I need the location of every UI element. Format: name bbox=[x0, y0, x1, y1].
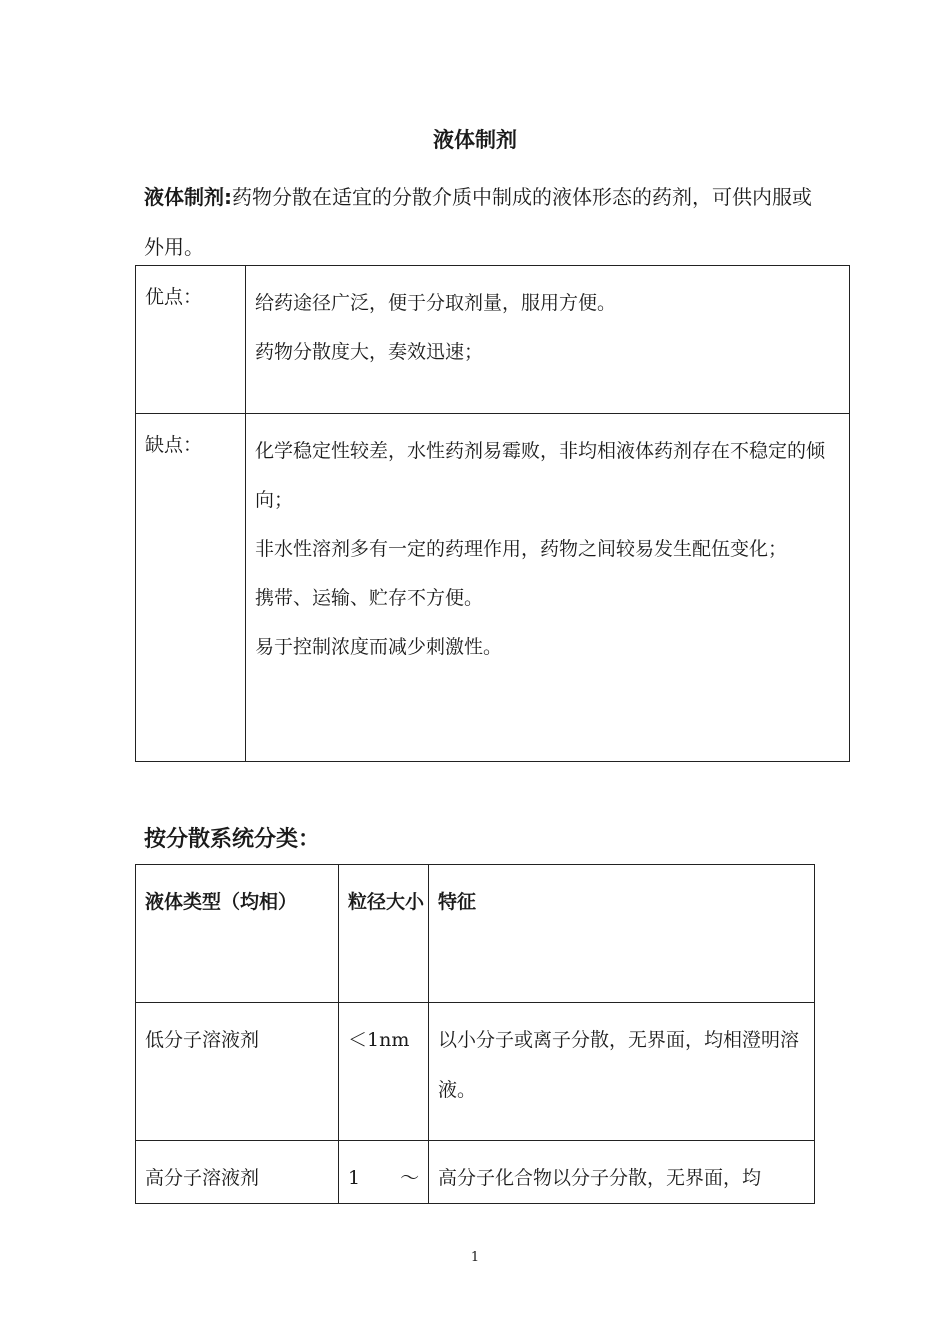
page-number: 1 bbox=[470, 1250, 480, 1265]
table-row bbox=[136, 1003, 815, 1141]
pros-content bbox=[246, 266, 850, 414]
definition-term: 液体制剂 bbox=[144, 185, 224, 209]
classification-header-row bbox=[136, 865, 815, 1003]
classification-table bbox=[135, 864, 815, 1204]
row-type: 高分子溶液剂 bbox=[136, 1141, 339, 1204]
cons-item: 化学稳定性较差，水性药剂易霉败，非均相液体药剂存在不稳定的倾向； bbox=[255, 440, 826, 511]
definition-colon: : bbox=[224, 185, 232, 209]
row-size-sep: ～ bbox=[400, 1167, 420, 1189]
section-heading: 按分散系统分类： bbox=[144, 827, 321, 852]
row-size: ＜1nm bbox=[339, 1003, 429, 1141]
page-title: 液体制剂 bbox=[433, 128, 517, 152]
cons-item: 易于控制浓度而减少刺激性。 bbox=[255, 636, 503, 658]
table-row bbox=[136, 1141, 815, 1204]
pros-row bbox=[136, 266, 850, 414]
cons-item: 携带、运输、贮存不方便。 bbox=[255, 587, 484, 609]
pros-item: 给药途径广泛，便于分取剂量，服用方便。 bbox=[255, 292, 617, 314]
cons-item: 非水性溶剂多有一定的药理作用，药物之间较易发生配伍变化； bbox=[255, 538, 788, 560]
cons-row bbox=[136, 414, 850, 762]
row-size bbox=[339, 1141, 429, 1204]
definition-paragraph bbox=[144, 172, 824, 272]
header-feature: 特征 bbox=[429, 865, 815, 1003]
definition-text: 药物分散在适宜的分散介质中制成的液体形态的药剂，可供内服或外用。 bbox=[144, 185, 812, 259]
row-type: 低分子溶液剂 bbox=[136, 1003, 339, 1141]
cons-content bbox=[246, 414, 850, 762]
header-size: 粒径大小 bbox=[339, 865, 429, 1003]
row-feature: 以小分子或离子分散，无界面，均相澄明溶液。 bbox=[429, 1003, 815, 1141]
pros-item: 药物分散度大，奏效迅速； bbox=[255, 341, 484, 363]
row-size-from: 1 bbox=[348, 1167, 361, 1189]
row-feature: 高分子化合物以分子分散，无界面，均 bbox=[429, 1141, 815, 1204]
cons-label: 缺点： bbox=[136, 414, 246, 762]
pros-cons-table bbox=[135, 265, 850, 762]
pros-label: 优点： bbox=[136, 266, 246, 414]
header-type: 液体类型（均相） bbox=[136, 865, 339, 1003]
